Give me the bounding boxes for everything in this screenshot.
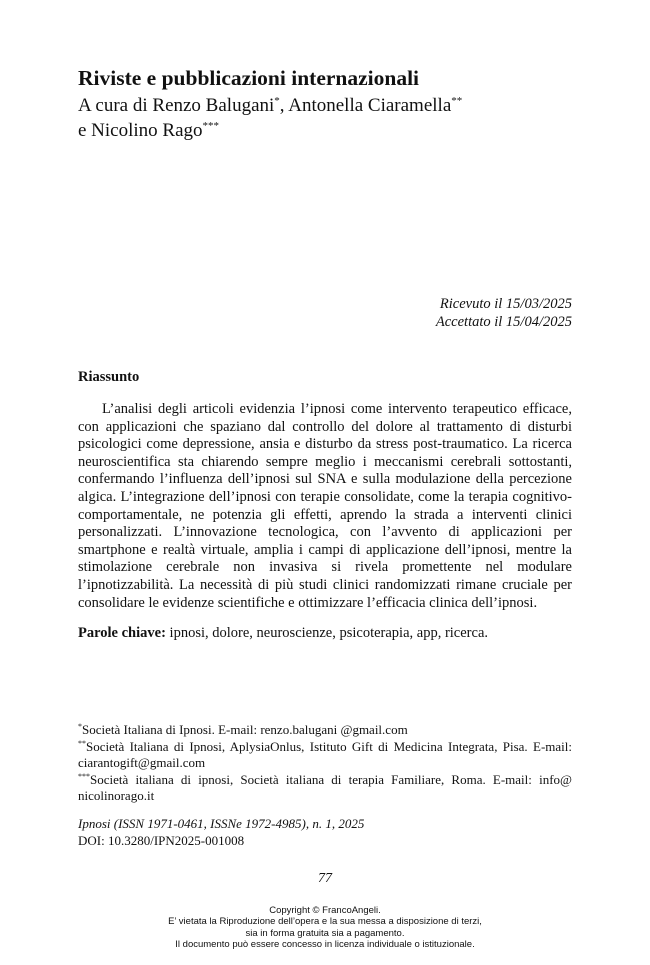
authors-prefix: A cura di Renzo Balugani xyxy=(78,95,275,116)
received-date: Ricevuto il 15/03/2025 xyxy=(439,296,572,312)
page-number: 77 xyxy=(318,871,332,886)
abstract-text: L’analisi degli articoli evidenzia l’ipnosi come intervento terapeutico efficace, con applicazioni che spaziano dal controllo del dolore al trattamento di disturbi psicologici come depressione, ansia e disturbo da stress post-traumatico. La ricerca neuroscientifica sta chiarendo sempre meglio i meccanismi cerebrali sottostanti, confermando l’influenza dell’ipnosi sul SNA e sulla modulazione della percezione algica. L’integrazione dell’ipnosi con terapie consolidate, come la terapia cognitivo-comportamentale, ne potenzia gli effetti, aprendo la strada a interventi clinici personalizzati. L’innovazione tecnologica, con l’avvento di applicazioni per smartphone e realtà virtuale, amplia i campi di applicazione dell’ipnosi, mentre la stimolazione cerebrale non invasiva si rivela promettente nel modulare l’ipnotizzabilità. La necessità di più studi clinici randomizzati rimane cruciale per consolidare le evidenze scientifiche e ottimizzare l’efficacia clinica dell’ipnosi. xyxy=(78,401,572,611)
article-title: Riviste e pubblicazioni internazionali xyxy=(78,66,420,90)
copyright-line: Copyright © FrancoAngeli. xyxy=(269,905,381,916)
footnote-mark: ** xyxy=(78,738,86,748)
journal-info xyxy=(78,816,572,849)
author2-footnote-mark: ** xyxy=(451,95,463,107)
copyright-line: E’ vietata la Riproduzione dell’opera e la sua messa a disposizione di terzi, xyxy=(168,916,482,928)
authors-line2: e Nicolino Rago xyxy=(78,120,203,141)
footnote-mark: * xyxy=(78,722,82,731)
keywords-label: Parole chiave: xyxy=(78,625,166,641)
copyright-notice xyxy=(0,905,650,951)
authors-separator: , Antonella Ciaramella xyxy=(279,95,452,116)
footnote-text: Società Italiana di Ipnosi, AplysiaOnlus, Istituto Gift di Medicina Integrata, Pisa. E-mail: ciarantogift@gmail.com xyxy=(78,738,572,771)
footnote-1 xyxy=(78,722,572,739)
copyright-line: sia in forma gratuita sia a pagamento. xyxy=(245,927,405,939)
journal-citation: Ipnosi (ISSN 1971-0461, ISSNe 1972-4985), n. 1, 2025 xyxy=(78,816,365,831)
accepted-date: Accettato il 15/04/2025 xyxy=(435,314,572,330)
submission-dates xyxy=(272,295,572,331)
footnote-text: Società italiana di ipnosi, Società italiana di terapia Familiare, Roma. E-mail: info@ nicolinorago.it xyxy=(78,771,572,804)
author1-footnote-mark: * xyxy=(274,95,280,107)
keywords xyxy=(78,624,572,642)
footnote-2 xyxy=(78,739,572,772)
keywords-values: ipnosi, dolore, neuroscienze, psicoterapia, app, ricerca. xyxy=(165,625,489,641)
footnote-3 xyxy=(78,772,572,805)
footnote-mark: *** xyxy=(78,771,90,781)
footnotes xyxy=(78,722,572,805)
copyright-line: Il documento può essere concesso in licenza individuale o istituzionale. xyxy=(175,939,475,951)
doi: DOI: 10.3280/IPN2025-001008 xyxy=(78,832,245,848)
footnote-text: Società Italiana di Ipnosi. E-mail: renzo.balugani @gmail.com xyxy=(82,722,408,737)
author3-footnote-mark: *** xyxy=(202,120,220,132)
authors-block xyxy=(78,93,598,143)
abstract-heading: Riassunto xyxy=(78,369,140,385)
